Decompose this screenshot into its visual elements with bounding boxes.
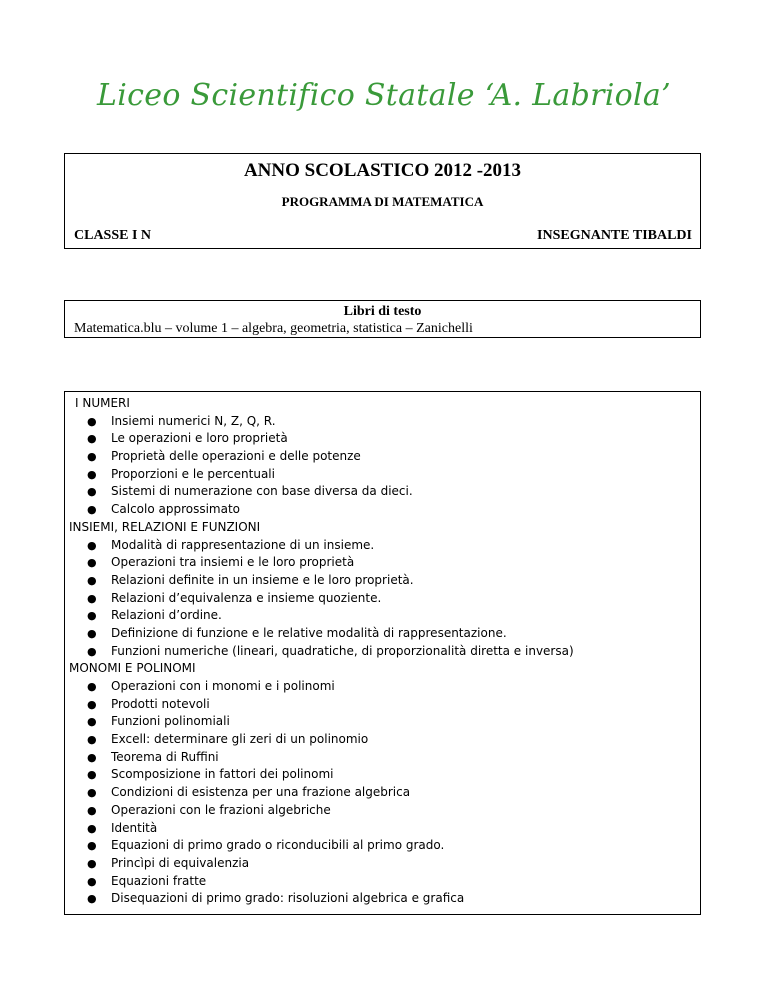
bullet-icon: ● [87,750,97,764]
section-title: INSIEMI, RELAZIONI E FUNZIONI [69,519,261,534]
list-item: ● Condizioni di esistenza per una frazione algebrica [65,784,700,802]
bullet-icon: ● [87,591,97,605]
bullet-icon: ● [87,450,97,464]
bullet-icon: ● [87,856,97,870]
list-item: ● Teorema di Ruffini [65,749,700,767]
list-item: ● Modalità di rappresentazione di un insieme. [65,537,700,555]
textbooks-box [64,300,701,338]
bullet-icon: ● [87,733,97,747]
bullet-icon: ● [87,644,97,658]
bullet-icon: ● [87,556,97,570]
bullet-icon: ● [87,697,97,711]
bullet-icon: ● [87,715,97,729]
bullet-icon: ● [87,485,97,499]
list-item: ● Proprietà delle operazioni e delle potenze [65,448,700,466]
bullet-icon: ● [87,432,97,446]
list-item: ● Le operazioni e loro proprietà [65,430,700,448]
list-item: ● Equazioni di primo grado o riconducibili al primo grado. [65,837,700,855]
list-item: ● Excell: determinare gli zeri di un polinomio [65,731,700,749]
list-item: ● Disequazioni di primo grado: risoluzioni algebrica e grafica [65,890,700,908]
section-title: MONOMI E POLINOMI [69,661,196,676]
list-item: ● Operazioni con le frazioni algebriche [65,802,700,820]
list-item: ● Calcolo approssimato [65,501,700,519]
bullet-icon: ● [87,538,97,552]
list-item: ● Identità [65,820,700,838]
bullet-icon: ● [87,892,97,906]
list-item: ● Prodotti notevoli [65,696,700,714]
textbooks-heading: Libri di testo [343,304,422,319]
bullet-icon: ● [87,503,97,517]
teacher-label: INSEGNANTE TIBALDI [537,228,692,243]
bullet-icon: ● [87,573,97,587]
bullet-icon: ● [87,680,97,693]
bullet-icon: ● [87,821,97,835]
list-item: ● Insiemi numerici N, Z, Q, R. [65,413,700,431]
list-item: ● Equazioni fratte [65,873,700,891]
school-title: Liceo Scientifico Statale ‘A. Labriola’ [97,78,671,113]
program-box [64,391,701,915]
class-label: CLASSE I N [74,228,152,243]
list-item: ● Relazioni definite in un insieme e le loro proprietà. [65,572,700,590]
bullet-icon: ● [87,467,97,481]
list-item: ● Scomposizione in fattori dei polinomi [65,766,700,784]
bullet-icon: ● [87,786,97,800]
textbook-entry: Matematica.blu – volume 1 – algebra, geometria, statistica – Zanichelli [74,321,473,336]
bullet-icon: ● [87,414,97,428]
bullet-icon: ● [87,874,97,888]
list-item: ● Relazioni d’ordine. [65,607,700,625]
list-item: ● Proporzioni e le percentuali [65,466,700,484]
course-info-box [64,153,701,249]
list-item: ● Funzioni polinomiali [65,713,700,731]
list-item: ● Operazioni tra insiemi e le loro proprietà [65,554,700,572]
bullet-icon: ● [87,609,97,623]
bullet-icon: ● [87,803,97,817]
list-item: ● Relazioni d’equivalenza e insieme quoziente. [65,590,700,608]
bullet-icon: ● [87,768,97,782]
list-item: ● Funzioni numeriche (lineari, quadratiche, di proporzionalità diretta e inversa) [65,643,700,661]
list-item: ● Princìpi di equivalenzia [65,855,700,873]
list-item: ● Sistemi di numerazione con base diversa da dieci. [65,483,700,501]
section-title: I NUMERI [75,396,130,410]
program-subject: PROGRAMMA DI MATEMATICA [281,194,484,209]
school-year: ANNO SCOLASTICO 2012 -2013 [243,160,522,181]
list-item: ● Definizione di funzione e le relative modalità di rappresentazione. [65,625,700,643]
bullet-icon: ● [87,626,97,640]
list-item: ● Operazioni con i monomi e i polinomi [65,678,700,696]
bullet-icon: ● [87,839,97,853]
